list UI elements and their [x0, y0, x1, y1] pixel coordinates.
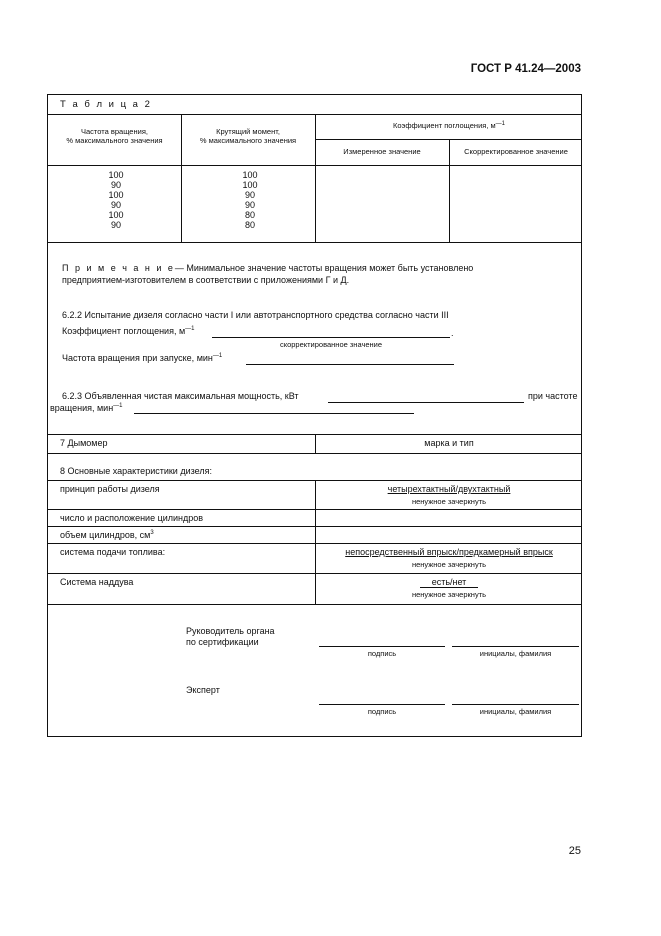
smoke-meter-label: 7 Дымомер	[60, 438, 108, 448]
engine-principle-label: принцип работы дизеля	[60, 484, 160, 494]
cylinder-volume-label: объем цилиндров, $см^3$	[60, 530, 154, 540]
expert-signature-line[interactable]	[319, 704, 445, 705]
table-cell: 90	[244, 200, 255, 210]
coef-label: Коэффициент поглощения, $м^{—1}$	[62, 326, 195, 336]
table-cell: 80	[244, 210, 255, 220]
cylinders-label: число и расположение цилиндров	[60, 513, 204, 523]
head-label-1: Руководитель органа	[186, 626, 275, 636]
col-speed-header-2: % максимального значения	[66, 136, 163, 145]
table-cell: 100	[242, 170, 258, 180]
expert-name-line[interactable]	[452, 704, 579, 705]
form-frame	[47, 94, 582, 737]
table-cell: 80	[244, 220, 255, 230]
table-caption: Т а б л и ц а 2	[60, 99, 152, 110]
rotation-input-line[interactable]	[134, 413, 414, 414]
head-signature-caption: подпись	[367, 649, 397, 658]
expert-label: Эксперт	[186, 685, 220, 695]
smoke-meter-value: марка и тип	[424, 438, 474, 448]
table-cell: 90	[110, 220, 121, 230]
table-cell: 100	[242, 180, 258, 190]
period: .	[451, 328, 454, 338]
col-corrected-header: Скорректированное значение	[464, 147, 568, 156]
fuel-system-caption: ненужное зачеркнуть	[411, 560, 487, 569]
section-8-title: 8 Основные характеристики дизеля:	[60, 466, 212, 476]
head-name-caption: инициалы, фамилия	[479, 649, 552, 658]
boost-value: есть/нет	[315, 577, 583, 588]
divider	[48, 509, 581, 510]
section-623-end: при частоте	[528, 391, 578, 401]
col-coef-header: Коэффициент поглощения, $м^{—1}$	[393, 121, 505, 130]
engine-principle-value: четырехтактный/двухтактный	[387, 484, 511, 494]
section-623-text: 6.2.3 Объявленная чистая максимальная мощность, кВт	[62, 391, 299, 401]
table-cell: 100	[108, 210, 124, 220]
divider	[48, 165, 581, 166]
divider	[48, 604, 581, 605]
head-name-line[interactable]	[452, 646, 579, 647]
coef-caption: скорректированное значение	[279, 340, 383, 349]
torque-values-column	[232, 170, 268, 230]
divider	[48, 543, 581, 544]
table-cell: 90	[244, 190, 255, 200]
col-measured-header: Измеренное значение	[343, 147, 421, 156]
note-line-1: П р и м е ч а н и е— Минимальное значение частоты вращения может быть установлено	[62, 263, 474, 273]
divider	[315, 139, 581, 140]
expert-name-caption: инициалы, фамилия	[479, 707, 552, 716]
start-speed-input-line[interactable]	[246, 364, 454, 365]
table-cell: 90	[110, 200, 121, 210]
start-speed-label: Частота вращения при запуске, мин$^{—1}$	[62, 353, 223, 363]
fuel-system-label: система подачи топлива:	[60, 547, 166, 557]
note-line-2: предприятием-изготовителем в соответствии с приложениями Г и Д.	[62, 275, 350, 285]
page-number: 25	[568, 845, 581, 857]
divider	[48, 242, 581, 243]
section-622-title: 6.2.2 Испытание дизеля согласно части I или автотранспортного средства согласно части III	[62, 310, 449, 320]
document-code: ГОСТ Р 41.24—2003	[470, 63, 581, 75]
fuel-system-value: непосредственный впрыск/предкамерный впрыск	[345, 547, 553, 557]
coef-input-line[interactable]	[212, 337, 450, 338]
speed-values-column	[98, 170, 134, 230]
table-cell: 90	[110, 180, 121, 190]
col-torque-header-2: % максимального значения	[199, 136, 297, 145]
rotation-label: вращения, мин$^{—1}$	[50, 403, 123, 413]
divider	[48, 573, 581, 574]
power-input-line[interactable]	[328, 402, 524, 403]
table-cell: 100	[108, 170, 124, 180]
col-speed-header-1: Частота вращения,	[81, 127, 148, 136]
boost-caption: ненужное зачеркнуть	[411, 590, 487, 599]
table-cell: 100	[108, 190, 124, 200]
head-label-2: по сертификации	[186, 637, 259, 647]
boost-label: Система наддува	[60, 577, 134, 587]
divider	[315, 114, 316, 242]
divider	[48, 453, 581, 454]
col-torque-header-1: Крутящий момент,	[216, 127, 280, 136]
divider	[48, 526, 581, 527]
head-signature-line[interactable]	[319, 646, 445, 647]
expert-signature-caption: подпись	[367, 707, 397, 716]
engine-principle-caption: ненужное зачеркнуть	[411, 497, 487, 506]
